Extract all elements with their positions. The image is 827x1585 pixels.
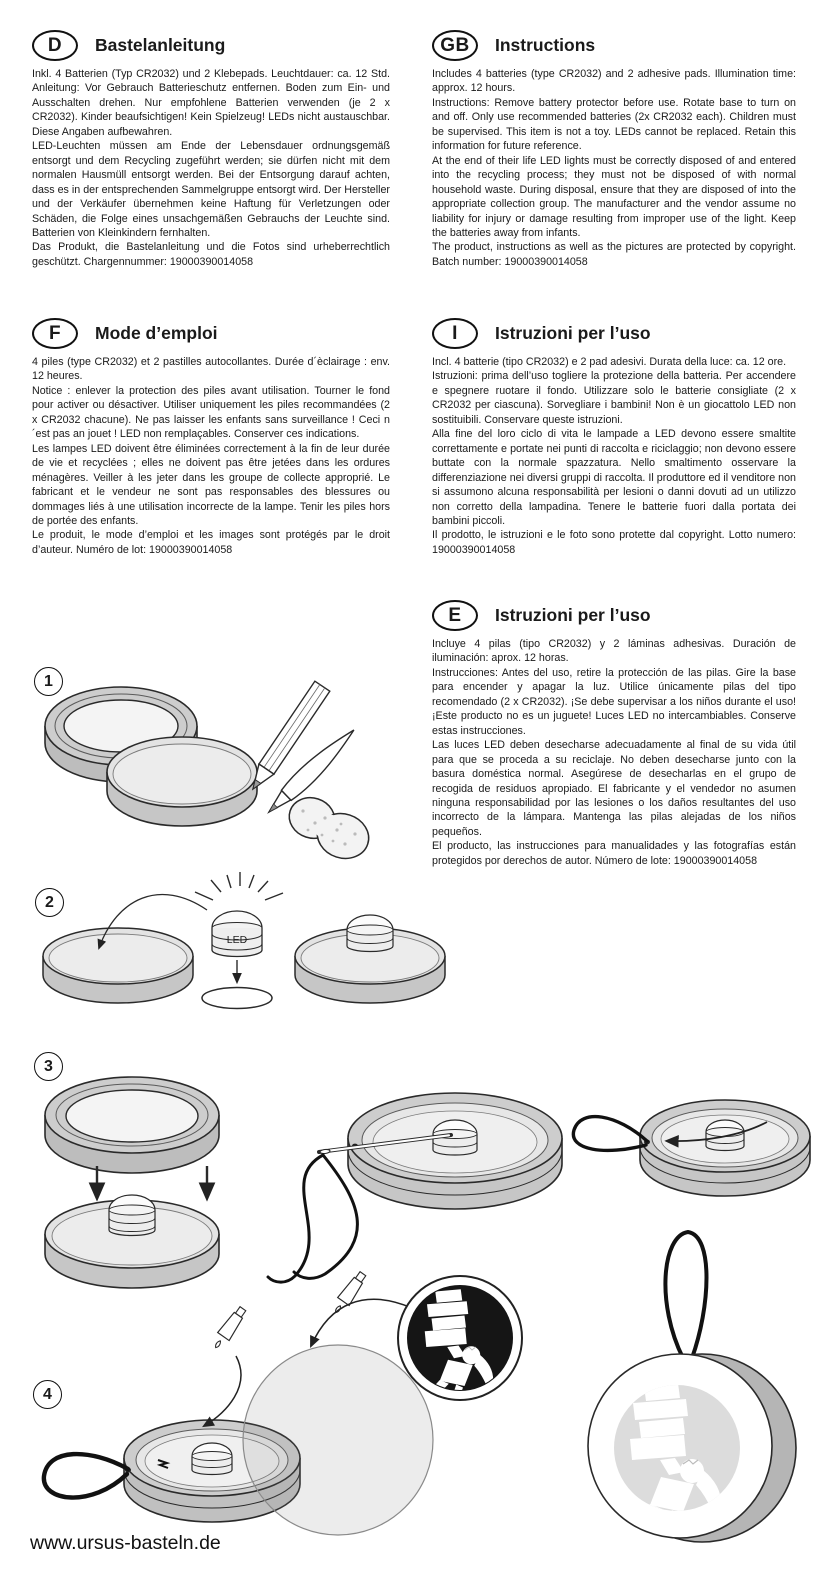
illustration-step1-parts [25,648,395,876]
section-italian-title: Istruzioni per l’uso [495,323,651,343]
transparent-paper-circle [243,1345,433,1535]
paragraph: LED-Leuchten müssen am Ende der Lebensdauer ordnungsgemäß entsorgt und dem Recycling zugeführt werden; sie dürfen nicht mit dem normalen Hausmüll entsorgt werden. Bei der Entsorgung darauf achten, dass es in der entsprechenden Sammelgruppe entsorgt wird. Der Hersteller und der Verkäufer übernehmen keine Haftung für Verletzungen oder Schäden, die Folge eines unsachgemäßen Gebrauchs der Leuchte sind. Batterien von Kleinkindern fernhalten. [32,140,390,239]
assembled-ornament-loop [573,1100,810,1196]
section-french-body [32,355,390,557]
section-spanish-title: Istruzioni per l’uso [495,605,651,625]
copyright-note: Le produit, le mode d’emploi et les images sont protégés par le droit d’auteur. Numéro de lot: 19000390014058 [32,529,390,556]
section-german-header [32,30,390,61]
glue-tube-icon [210,1305,249,1352]
paragraph: Inkl. 4 Batterien (Typ CR2032) und 2 Klebepads. Leuchtdauer: ca. 12 Std. Anleitung: Vor Gebrauch Batterieschutz entfernen. Boden zum Ein- und Ausschalten drehen. Nur empfohlene Batterien verwenden (je 2 x CR2032). Kinder beaufsichtigen! Kein Spielzeug! LEDs nicht austauschbar. Diese Angaben aufbewahren. [32,68,390,138]
led-label: LED [226,934,248,946]
section-english-header [432,30,796,61]
base-dish-with-led [295,915,445,1003]
arrow-motif-to-circle [311,1299,412,1346]
section-french-header [32,318,390,349]
lid-ring [45,1077,219,1173]
illustration-step4-finish [20,1208,820,1576]
hanging-loop [665,1232,706,1358]
section-spanish-header [432,600,796,631]
cord-loop [573,1117,647,1151]
section-french [32,318,390,557]
paragraph: Las luces LED deben desecharse adecuadamente al final de su vida útil para que se proceda a su reciclaje. No deben desecharse junto con la basura doméstica normal. Asegúrese de desecharlas en el grupo de recogida de residuos apropiado. El fabricante y el vendedor no asumen ninguna responsabilidad por las lesiones o los daños resultantes del uso incorrecto de la lámpara. Mantenga las pilas alejadas de los niños pequeños. [432,739,796,838]
step-3-badge: 3 [34,1052,63,1081]
paragraph: Istruzioni: prima dell’uso togliere la protezione della batteria. Per accendere e spegnere ruotare il fondo. Utilizzare solo le batterie consigliate (2 x CR2032 per ciascuna). Sorvegliare i bambini! Non è un giocattolo LED non sostituibili. Conservare queste istruzioni. [432,370,796,426]
language-badge-f: F [32,318,78,349]
section-german [32,30,390,269]
paragraph: Incluye 4 pilas (tipo CR2032) y 2 láminas adhesivas. Duración de iluminación: aprox. 12 horas. [432,638,796,665]
language-badge-e: E [432,600,478,631]
paragraph: At the end of their life LED lights must be correctly disposed of and entered into the recycling process; they must not be disposed of with normal household waste. During disposal, ensure that they are disposed of into the appropriate collection group. The manufacturer and the vendor assume no liability for injury or damage resulting from improper use of the light. Keep the batteries away from infants. [432,154,796,239]
base-dish [107,737,257,826]
arrow-glue-to-base [204,1356,241,1426]
website-url: www.ursus-basteln.de [30,1532,221,1554]
section-french-title: Mode d’emploi [95,323,218,343]
section-italian-body [432,355,796,557]
section-german-body [32,67,390,269]
paragraph: Includes 4 batteries (type CR2032) and 2 adhesive pads. Illumination time: approx. 12 hours. [432,68,796,95]
paragraph: Instructions: Remove battery protector before use. Rotate base to turn on and off. Only use recommended batteries (2x CR2032 each). Children must be supervised. This item is not a toy. LEDs cannot be replaced. Retain this information for future reference. [432,96,796,153]
copyright-note: Das Produkt, die Bastelanleitung und die Fotos sind urheberrechtlich geschützt. Chargennummer: 19000390014058 [32,241,390,268]
copyright-note: El producto, las instrucciones para manualidades y las fotografías están protegidos por derechos de autor. Número de lote: 19000390014058 [432,840,796,867]
step-2-badge: 2 [35,888,64,917]
section-italian [432,318,796,557]
section-italian-header [432,318,796,349]
light-rays-icon [195,872,283,900]
cord-loop [44,1454,128,1497]
adhesive-pad [202,988,272,1009]
language-badge-i: I [432,318,478,349]
language-badge-d: D [32,30,78,61]
section-english-body [432,67,796,269]
paragraph: Alla fine del loro ciclo di vita le lampade a LED devono essere smaltite correttamente e portate nei punti di raccolta e riciclaggio; non devono essere buttate con la normale spazzatura. Nello smaltimento osservare la differenziazione nei diversi gruppi di raccolta. Il produttore ed il venditore non si assumono alcuna responsabilità per lesioni o danni dovuti ad un utilizzo non corretto della lampadina. Tenere le batterie fuori dalla portata dei bambini piccoli. [432,428,796,527]
paragraph: Notice : enlever la protection des piles avant utilisation. Tourner le fond pour activer ou désactiver. Utiliser uniquement les piles recommandées (2 x CR2032 chacune). Ne pas laisser les enfants sans surveillance ! Ceci n´est pas an jouet ! LED non remplaçables. Conserver ces indications. [32,384,390,441]
paragraph: 4 piles (type CR2032) et 2 pastilles autocollantes. Durée d´èclairage : env. 12 heures. [32,356,390,383]
sponge-icon [284,792,375,865]
illustration-step2-insert-led [25,870,465,1040]
copyright-note: Il prodotto, le istruzioni e le foto sono protette dal copyright. Lotto numero: 19000390014058 [432,529,796,556]
section-english [432,30,796,269]
section-german-title: Bastelanleitung [95,35,226,55]
glue-tube-icon [330,1270,369,1317]
language-badge-gb: GB [432,30,478,61]
section-spanish [432,600,796,868]
step-1-badge: 1 [34,667,63,696]
section-spanish-body [432,637,796,868]
finished-ornament [588,1232,796,1542]
section-english-title: Instructions [495,35,596,55]
paragraph: Incl. 4 batterie (tipo CR2032) e 2 pad adesivi. Durata della luce: ca. 12 ore. [432,356,787,368]
copyright-note: The product, instructions as well as the pictures are protected by copyright. Batch number: 19000390014058 [432,241,796,268]
led-unit [195,872,283,956]
paragraph: Les lampes LED doivent être éliminées correctement à la fin de leur durée de vie et recyclées ; elles ne doivent pas être jetées dans les ordures ménagères. Veiller à les jeter dans les groupe de collecte approprié. Le fabricant et le vendeur ne sont pas responsables des blessures ou dommages liés à une utilisation incorrecte de la lampe. Tenir les piles hors de portée des enfants. [32,442,390,527]
paragraph: Instrucciones: Antes del uso, retire la protección de las pilas. Gire la base para encender y apagar la luz. Utilice únicamente pilas del tipo recomendado (2 x CR2032). ¡Se debe supervisar a los niños durante el uso! ¡Este producto no es un juguete! Luces LED no intercambiables. Conserve estas instrucciones. [432,666,796,737]
base-dish-empty [43,928,193,1003]
step-4-badge: 4 [33,1380,62,1409]
